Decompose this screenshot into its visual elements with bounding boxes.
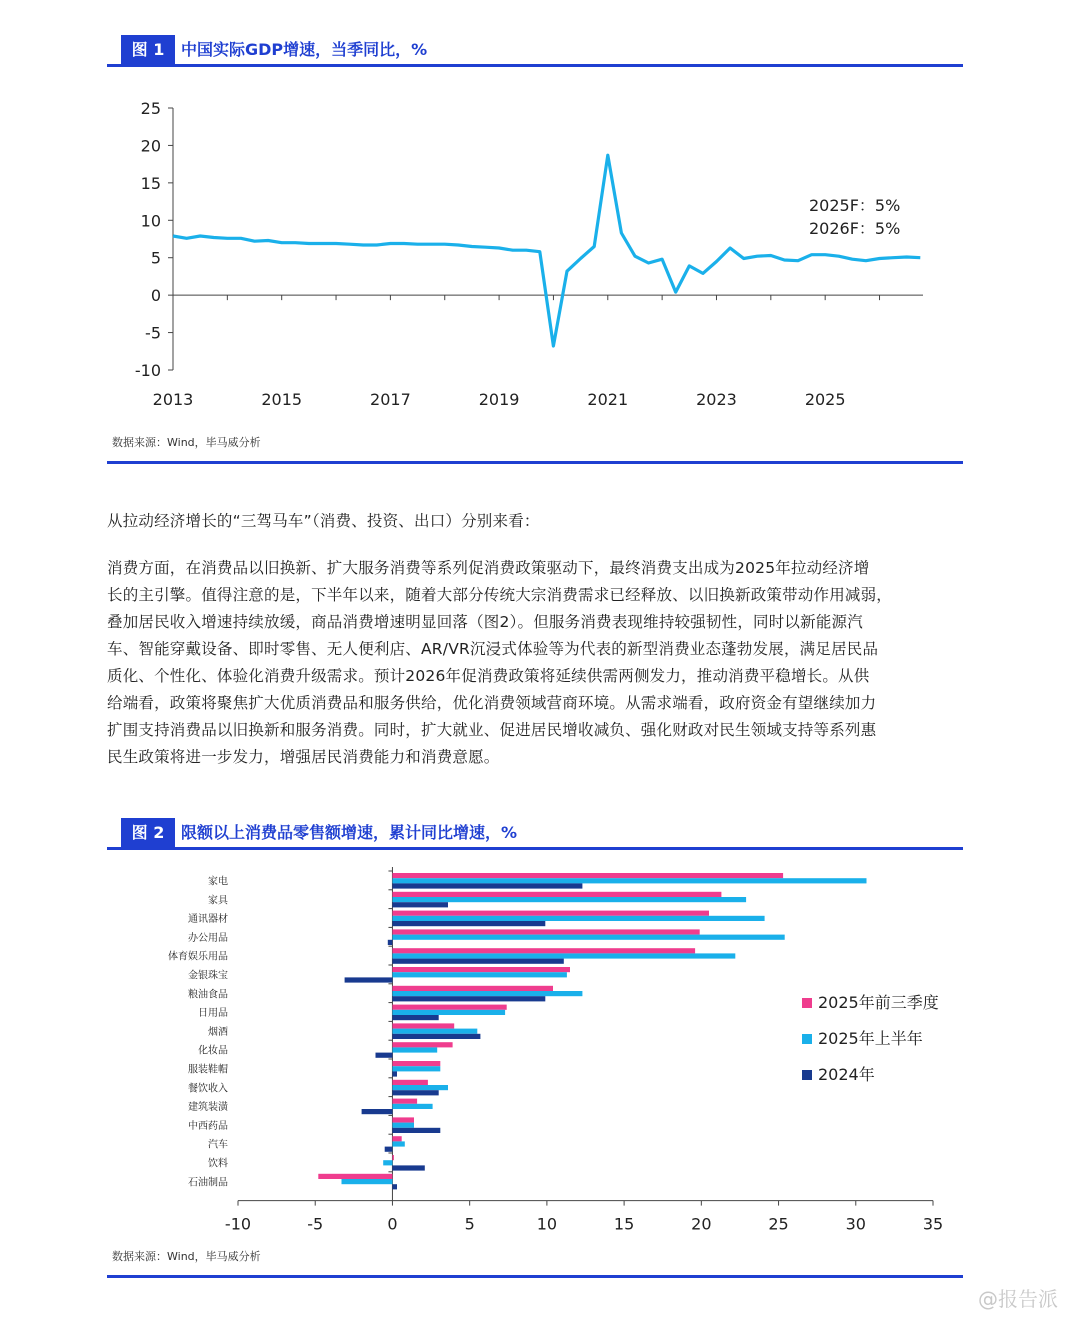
x-tick-label: -10 [224, 1214, 252, 1234]
category-label: 化妆品 [198, 1045, 228, 1057]
legend-label: 2024年 [818, 1065, 875, 1084]
bar [392, 948, 695, 953]
bar [392, 902, 448, 907]
x-tick-label: 5 [464, 1214, 475, 1234]
category-label: 粮油食品 [188, 989, 228, 1001]
bar [392, 1015, 438, 1020]
bar [383, 1160, 392, 1165]
figure1-line-chart [107, 90, 963, 425]
body-line: 民生政策将进一步发力，增强居民消费能力和消费意愿。 [107, 748, 500, 766]
bar [392, 916, 764, 921]
bar [385, 1147, 393, 1152]
x-tick-label: 10 [536, 1214, 558, 1234]
x-tick-label: 2021 [587, 390, 629, 409]
body-line: 叠加居民收入增速持续放缓，商品消费增速明显回落（图2）。但服务消费表现维持较强韧性，同时以新能源汽 [107, 613, 863, 631]
bar [392, 1104, 432, 1109]
bar [392, 953, 735, 958]
figure1-header-rule [107, 64, 963, 67]
bar [392, 897, 746, 902]
bar [392, 986, 553, 991]
figure1-title: 中国实际GDP增速，当季同比，% [181, 40, 428, 59]
bar [392, 1085, 448, 1090]
bar [392, 911, 709, 916]
bar [392, 1047, 437, 1052]
bar [392, 892, 721, 897]
bar [392, 929, 699, 934]
bar [392, 967, 570, 972]
bar [392, 1141, 404, 1146]
bar [392, 959, 563, 964]
bar [392, 1071, 397, 1076]
bar [392, 996, 545, 1001]
body-line: 扩围支持消费品以旧换新和服务消费。同时，扩大就业、促进居民增收减负、强化财政对民生领域支持等系列惠 [107, 721, 877, 739]
bar [392, 1034, 480, 1039]
bar [392, 1155, 394, 1160]
x-tick-label: 20 [691, 1214, 712, 1234]
bar [392, 1090, 438, 1095]
category-label: 办公用品 [188, 932, 228, 944]
category-label: 中西药品 [188, 1120, 228, 1132]
figure1-header [107, 35, 963, 65]
bar [392, 1080, 428, 1085]
category-label: 建筑装潢 [188, 1102, 228, 1114]
bar [392, 1023, 454, 1028]
bar [392, 1099, 417, 1104]
body-line: 质化、个性化、体验化消费升级需求。预计2026年促消费政策将延续供需两侧发力，推动消费平稳增长。从供 [107, 667, 870, 685]
bar [392, 1136, 401, 1141]
y-tick-label: 25 [140, 99, 161, 118]
body-line: 长的主引擎。值得注意的是，下半年以来，随着大部分传统大宗消费需求已经释放、以旧换新政策带动作用减弱， [107, 586, 893, 604]
bar [392, 1128, 440, 1133]
figure1-source: 数据来源：Wind，毕马威分析 [112, 436, 261, 449]
x-tick-label: 2015 [261, 390, 303, 409]
bar [392, 1066, 440, 1071]
bar [392, 921, 545, 926]
bar [392, 878, 866, 883]
category-label: 金银珠宝 [188, 970, 228, 982]
bar [392, 1061, 440, 1066]
intro-paragraph: 从拉动经济增长的“三驾马车”（消费、投资、出口）分别来看： [107, 512, 540, 530]
forecast-annotation: 2025F：5% [809, 196, 901, 215]
bar [362, 1109, 393, 1114]
figure1-bottom-rule [107, 461, 963, 464]
body-line: 车、智能穿戴设备、即时零售、无人便利店、AR/VR沉浸式体验等为代表的新型消费业态蓬勃发展，满足居民品 [107, 640, 879, 658]
bar [392, 991, 582, 996]
x-tick-label: 2023 [696, 390, 737, 409]
bar [392, 1123, 414, 1128]
y-tick-label: -10 [134, 361, 161, 380]
y-tick-label: -5 [145, 323, 161, 343]
gdp-growth-line [173, 155, 920, 346]
x-tick-label: 2025 [804, 390, 846, 409]
body-line: 消费方面，在消费品以旧换新、扩大服务消费等系列促消费政策驱动下，最终消费支出成为2025年拉动经济增 [107, 559, 870, 577]
category-label: 家具 [208, 895, 228, 907]
watermark: @报告派 [978, 1287, 1058, 1311]
legend-swatch [802, 1070, 812, 1080]
x-tick-label: 15 [613, 1214, 635, 1234]
bar [392, 1042, 452, 1047]
figure2-header [107, 818, 963, 848]
category-label: 日用品 [198, 1008, 228, 1020]
x-tick-label: 2017 [370, 390, 411, 409]
figure2-bar-chart [107, 860, 963, 1240]
category-label: 家电 [208, 876, 228, 888]
bar [392, 935, 784, 940]
category-label: 烟酒 [208, 1026, 228, 1038]
bar [392, 1005, 506, 1010]
category-label: 体育娱乐用品 [168, 951, 228, 963]
legend-label: 2025年前三季度 [818, 993, 939, 1012]
bar [376, 1053, 393, 1058]
x-tick-label: 30 [845, 1214, 866, 1234]
bar [318, 1174, 392, 1179]
bar [392, 1010, 505, 1015]
x-tick-label: 2013 [152, 390, 194, 409]
x-tick-label: 25 [768, 1214, 789, 1234]
x-tick-label: -5 [307, 1214, 324, 1234]
x-tick-label: 0 [387, 1214, 398, 1234]
legend-swatch [802, 1034, 812, 1044]
y-tick-label: 0 [150, 286, 161, 306]
figure2-bottom-rule [107, 1275, 963, 1278]
y-tick-label: 15 [140, 173, 161, 193]
category-label: 通讯器材 [188, 914, 228, 926]
bar [392, 1165, 424, 1170]
forecast-annotation: 2026F：5% [809, 219, 901, 238]
consumption-paragraph [107, 555, 965, 771]
y-tick-label: 10 [140, 211, 161, 231]
x-tick-label: 35 [922, 1214, 944, 1234]
figure2-tag: 图 2 [121, 818, 175, 848]
category-label: 石油制品 [188, 1177, 228, 1189]
legend-swatch [802, 998, 812, 1008]
x-tick-label: 2019 [478, 390, 520, 409]
legend-label: 2025年上半年 [818, 1029, 923, 1048]
bar [392, 883, 582, 888]
bar [392, 1029, 477, 1034]
bar [392, 873, 783, 878]
body-line: 给端看，政策将聚焦扩大优质消费品和服务供给，优化消费领域营商环境。从需求端看，政府资金有望继续加力 [107, 694, 877, 712]
bar [392, 1117, 414, 1122]
bar [345, 977, 393, 982]
category-label: 餐饮收入 [188, 1083, 228, 1095]
y-tick-label: 5 [150, 248, 161, 268]
figure1-tag: 图 1 [121, 35, 175, 65]
bar [392, 972, 567, 977]
bar [342, 1179, 393, 1184]
bar [388, 940, 393, 945]
bar [392, 1184, 397, 1189]
figure2-source: 数据来源：Wind，毕马威分析 [112, 1250, 261, 1263]
figure2-header-rule [107, 847, 963, 850]
category-label: 饮料 [208, 1158, 228, 1170]
figure2-title: 限额以上消费品零售额增速，累计同比增速，% [181, 823, 518, 842]
category-label: 服装鞋帽 [188, 1064, 228, 1076]
y-tick-label: 20 [140, 136, 161, 156]
category-label: 汽车 [208, 1139, 228, 1151]
